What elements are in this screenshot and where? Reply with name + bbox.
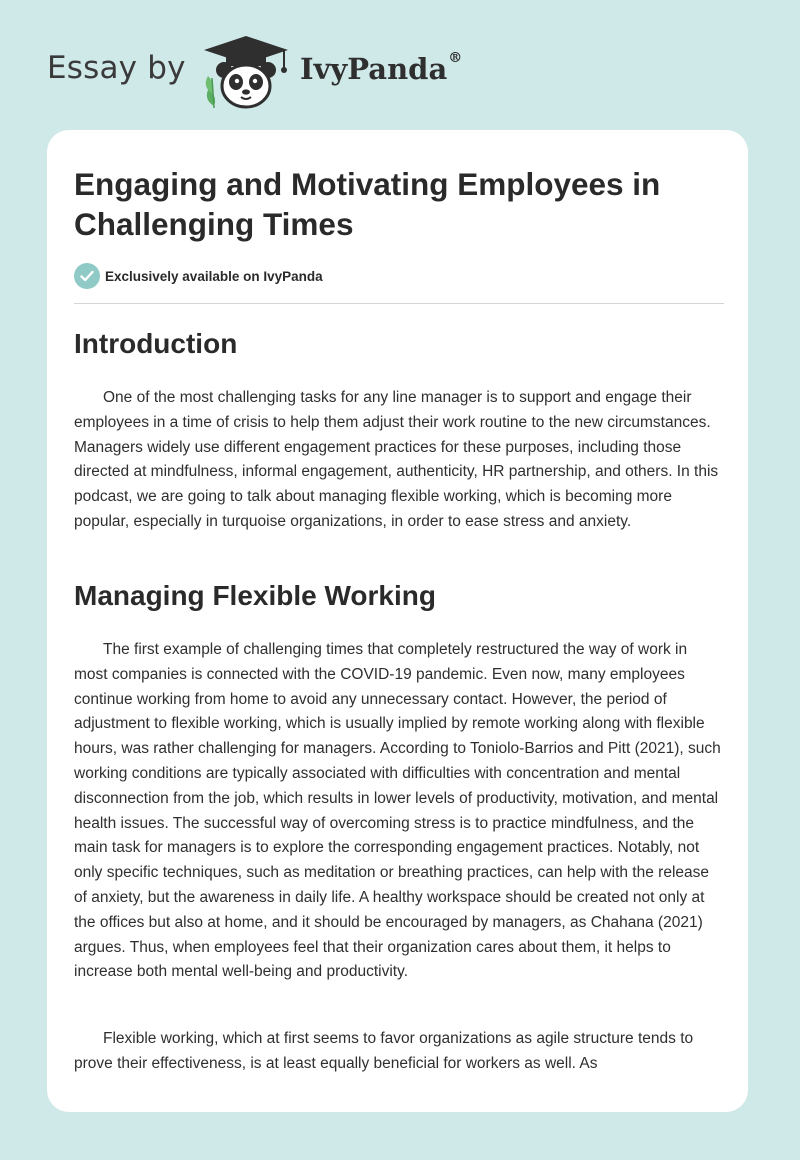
exclusive-badge <box>74 262 323 290</box>
section-heading-managing-flexible-working: Managing Flexible Working <box>74 580 436 611</box>
essay-card <box>47 130 748 1112</box>
exclusive-label: Exclusively available on IvyPanda <box>105 268 323 284</box>
panda-graduate-icon[interactable] <box>198 34 294 110</box>
title-divider <box>74 303 724 304</box>
check-circle-icon <box>74 263 100 289</box>
site-header <box>0 0 800 130</box>
essay-title: Engaging and Motivating Employees in Challenging Times <box>74 166 661 242</box>
section-heading-introduction: Introduction <box>74 328 238 359</box>
paragraph: One of the most challenging tasks for any line manager is to support and engage their employees in a time of crisis to help them adjust their work routine to the new circumstances. Managers widely use different engagement practices for these purposes, including those directed at mindfulness, informal engagement, authenticity, HR partnership, and others. In this podcast, we are going to talk about managing flexible working, which is becoming more popular, especially in turquoise organizations, in order to ease stress and anxiety. <box>74 389 719 530</box>
brand-name[interactable] <box>300 52 462 86</box>
paragraph: The first example of challenging times that completely restructured the way of work in most companies is connected with the COVID-19 pandemic. Even now, many employees continue working from home to avoid any unnecessary contact. However, the period of adjustment to flexible working, which is usually implied by remote working along with flexible hours, was rather challenging for managers. According to Toniolo-Barrios and Pitt (2021), such working conditions are typically associated with difficulties with concentration and mental disconnection from the job, which results in lower levels of productivity, motivation, and mental health issues. The successful way of overcoming stress is to practice mindfulness, and the main task for managers is to explore the corresponding engagement practices. Notably, not only specific techniques, such as meditation or breathing practices, can help with the release of anxiety, but the awareness in daily life. A healthy workspace should be created not only at the offices but also at home, and it should be encouraged by managers, as Chahana (2021) argues. Thus, when employees feel that their organization cares about them, it helps to increase both mental well-being and productivity. <box>74 641 721 981</box>
paragraph: Flexible working, which at first seems to favor organizations as agile structure tends to prove their effectiveness, is at least equally beneficial for workers as well. As <box>74 1030 694 1072</box>
brand-name-text: IvyPanda <box>300 52 448 86</box>
essay-by-label: Essay by <box>47 50 186 86</box>
registered-mark: ® <box>448 50 463 67</box>
